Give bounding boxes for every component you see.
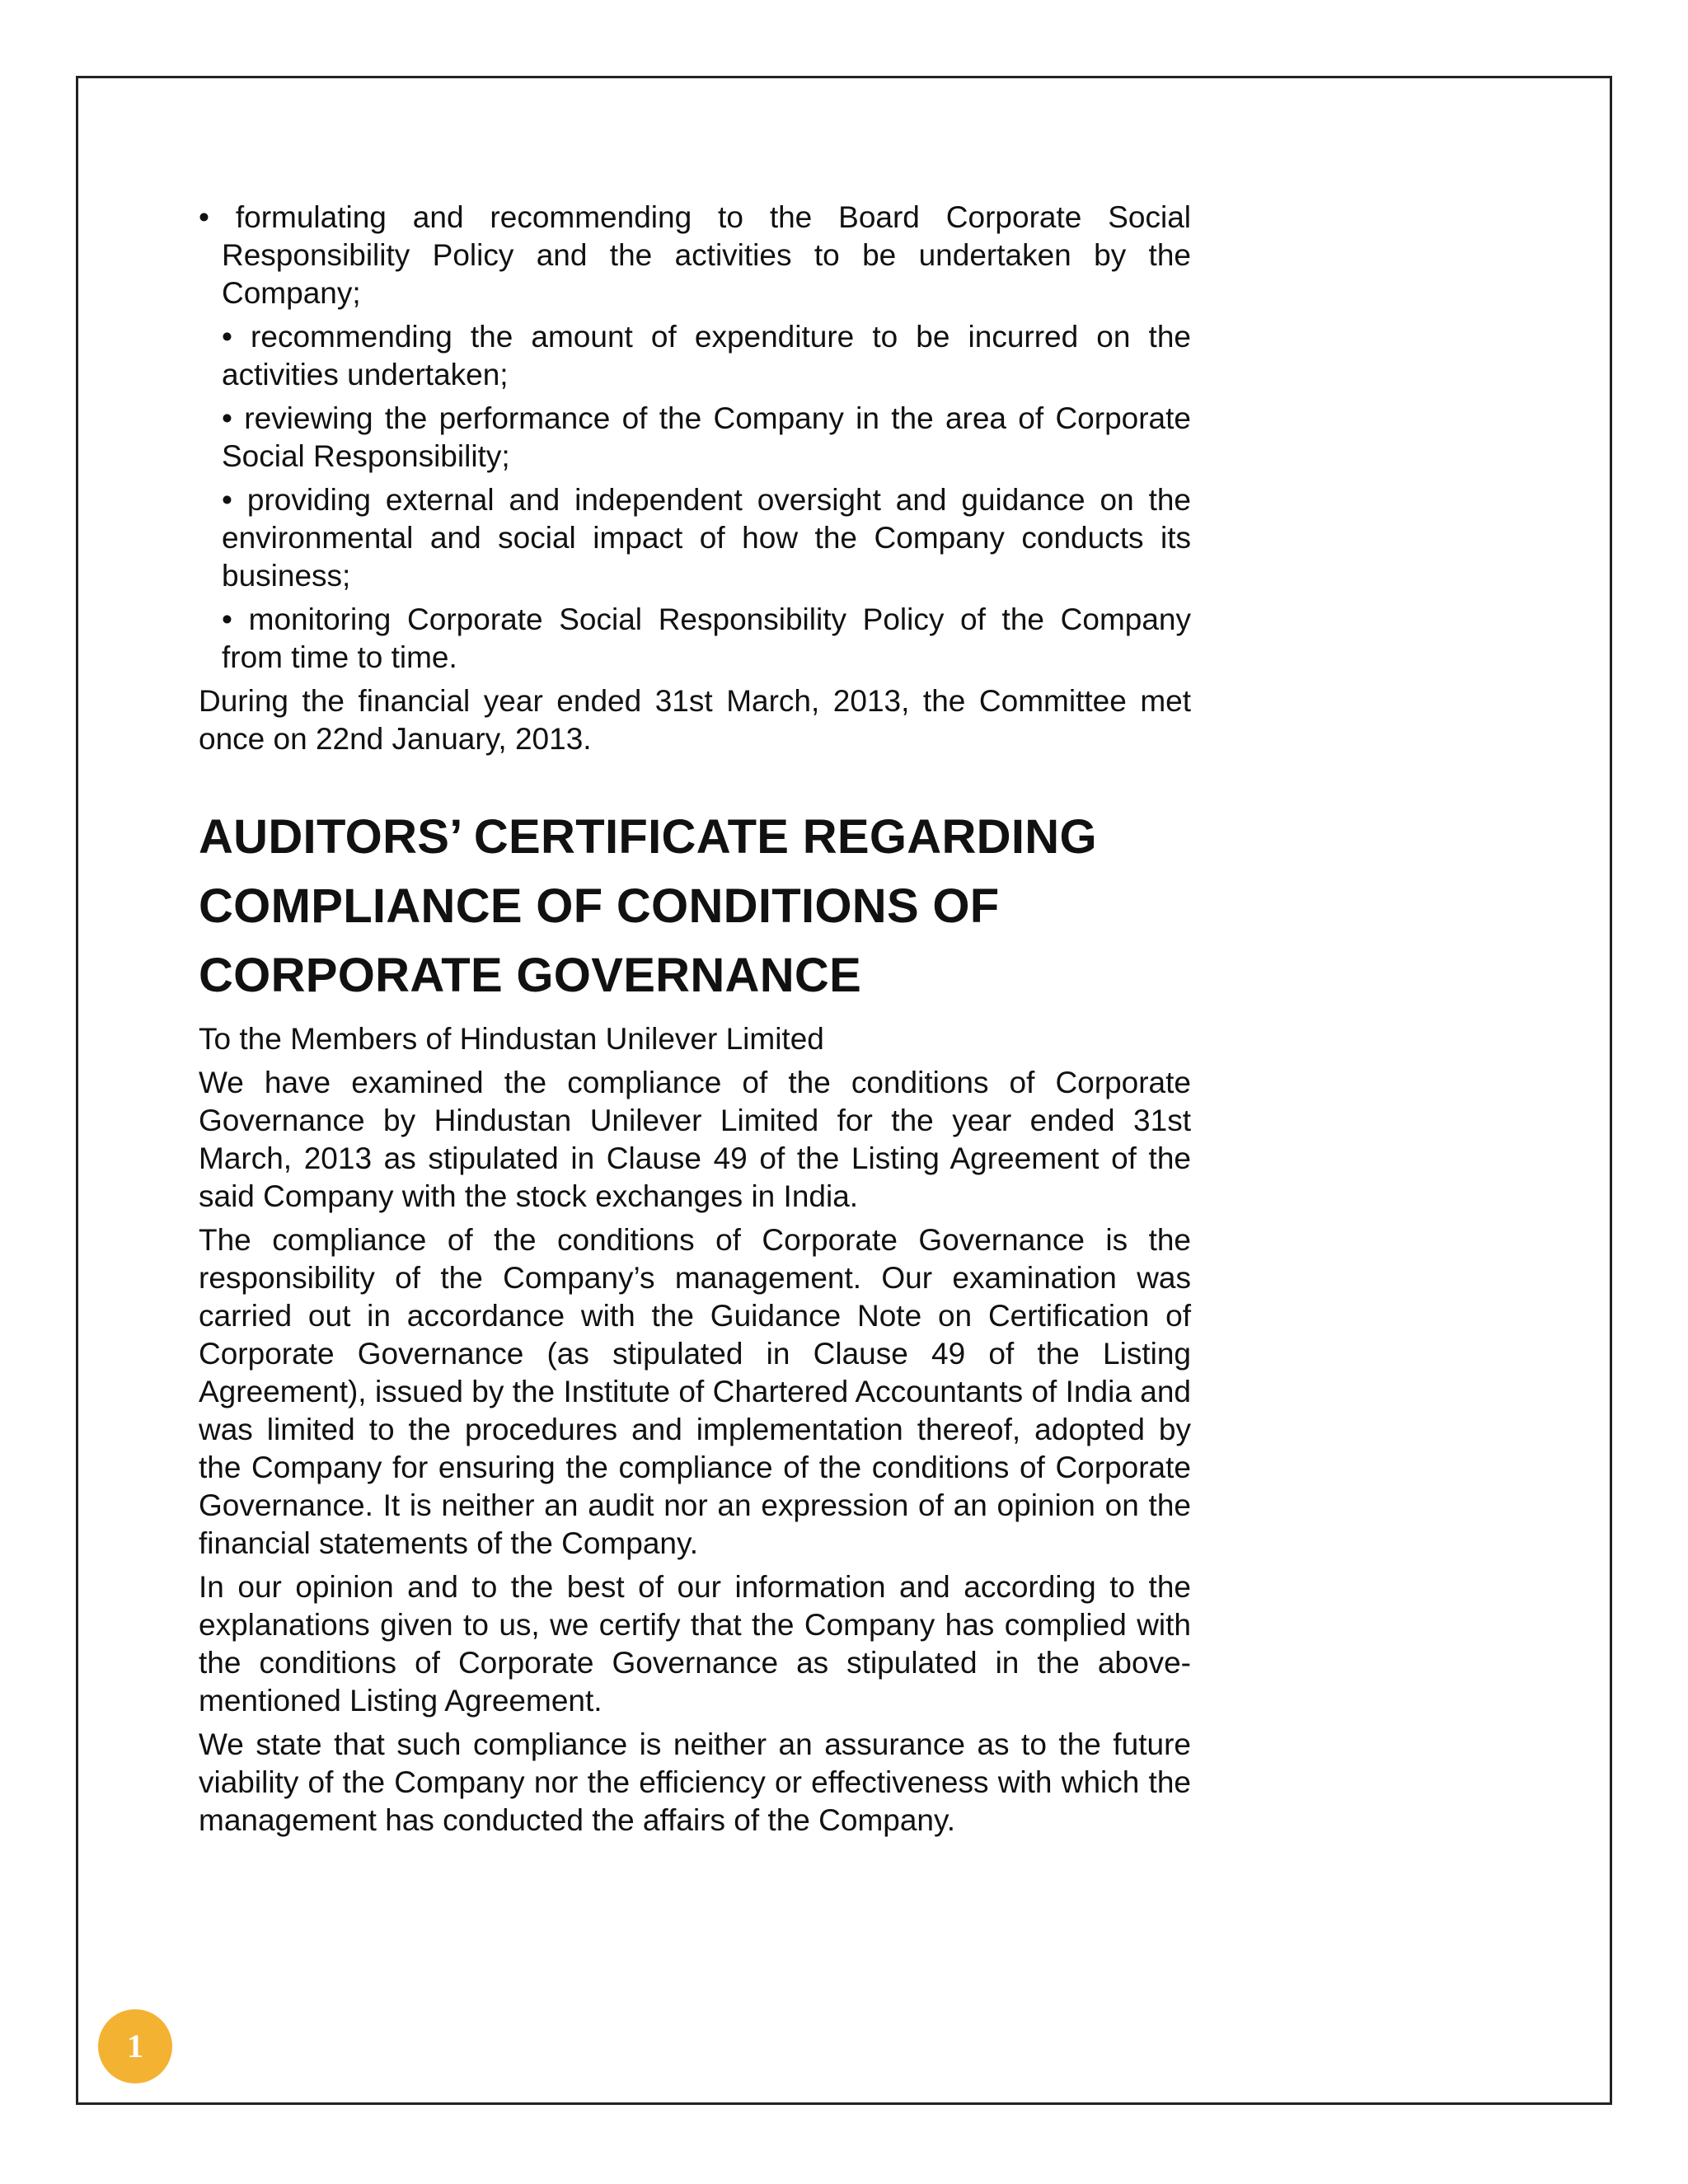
list-item: • providing external and independent oversight and guidance on the environmental and social impact of how the Company conducts its business; — [222, 483, 1191, 593]
page-content — [199, 199, 1191, 1845]
body-paragraph: We state that such compliance is neither an assurance as to the future viability of the Company nor the efficiency or effectiveness with which the management has conducted the affairs of the Company. — [199, 1727, 1191, 1837]
salutation: To the Members of Hindustan Unilever Limited — [199, 1022, 824, 1056]
list-item: • reviewing the performance of the Company in the area of Corporate Social Responsibility; — [222, 401, 1191, 473]
body-paragraph: In our opinion and to the best of our information and according to the explanations given to us, we certify that the Company has complied with the conditions of Corporate Governance as stipulated in the above-mentioned Listing Agreement. — [199, 1570, 1191, 1718]
page-number-badge: 1 — [98, 2009, 172, 2083]
body-paragraph: We have examined the compliance of the conditions of Corporate Governance by Hindustan Unilever Limited for the year ended 31st March, 2013 as stipulated in Clause 49 of the Listing Agreement of the said Company with the stock exchanges in India. — [199, 1066, 1191, 1213]
section-title — [199, 803, 1191, 1010]
section-title-line: AUDITORS’ CERTIFICATE REGARDING — [199, 810, 1097, 864]
list-item: • formulating and recommending to the Board Corporate Social Responsibility Policy and the activities to be undertaken by the Company; — [199, 200, 1191, 310]
section-title-line: CORPORATE GOVERNANCE — [199, 949, 862, 1002]
list-item: • recommending the amount of expenditure to be incurred on the activities undertaken; — [222, 320, 1191, 391]
list-item: • monitoring Corporate Social Responsibility Policy of the Company from time to time. — [222, 602, 1191, 674]
section-title-line: COMPLIANCE OF CONDITIONS OF — [199, 879, 1000, 933]
csr-committee-duties-list — [199, 199, 1191, 677]
committee-meeting-paragraph: During the financial year ended 31st March, 2013, the Committee met once on 22nd January, 2013. — [199, 684, 1191, 756]
body-paragraph: The compliance of the conditions of Corporate Governance is the responsibility of the Company’s management. Our examination was carried out in accordance with the Guidance Note on Certification of Corporate Governance (as stipulated in Clause 49 of the Listing Agreement), issued by the Institute of Chartered Accountants of India and was limited to the procedures and implementation thereof, adopted by the Company for ensuring the compliance of the conditions of Corporate Governance. It is neither an audit nor an expression of an opinion on the financial statements of the Company. — [199, 1223, 1191, 1560]
